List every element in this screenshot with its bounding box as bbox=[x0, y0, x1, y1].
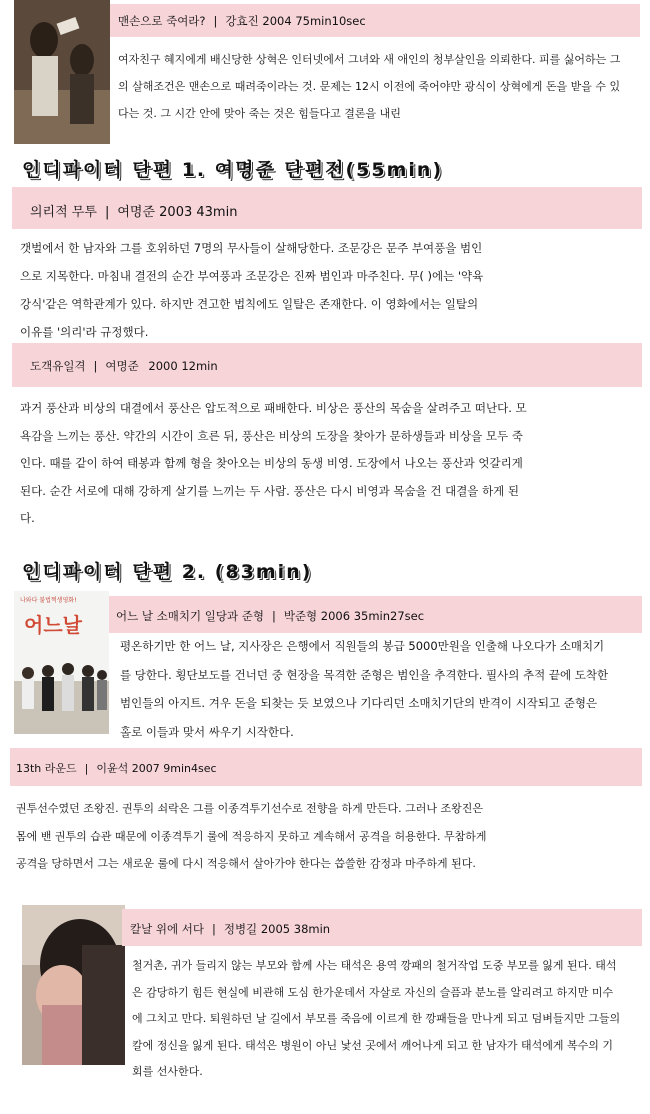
film1-still-image bbox=[14, 0, 110, 144]
divider: | bbox=[104, 205, 110, 220]
film2-synopsis: 갯벌에서 한 남자와 그를 호위하던 7명의 무사들이 살해당한다. 조문강은 문주 부여풍을 범인으로 지목한다. 마침내 결전의 순간 부여풍과 조문강은 진짜 범인과 마주친다. 무( )에는 '약육강식'같은 역학관계가 있다. 하지만 견고한 법칙에도 일탈은 존재한다. 이 영화에서는 일탈의 이유를 '의리'라 규정했다. bbox=[20, 241, 484, 339]
film1-synopsis: 여자친구 혜지에게 배신당한 상혁은 인터넷에서 그녀와 새 애인의 청부살인을 의뢰한다. 피를 싫어하는 그의 살해조건은 맨손으로 때려죽이라는 것. 문제는 12시 이전에 죽어야만 광식이 상혁에게 돈을 받을 수 있다는 것. 그 시간 안에 맞아 죽는 것은 힘들다고 결론을 내린 bbox=[118, 53, 621, 120]
film4-poster-image bbox=[14, 591, 109, 734]
film5-director: 이윤석 bbox=[96, 762, 129, 775]
film4-synopsis: 평온하기만 한 어느 날, 지사장은 은행에서 직원들의 봉급 5000만원을 인출해 나오다가 소매치기를 당한다. 횡단보도를 건너던 중 현장을 목격한 준형은 범인을 추격한다. 필사의 추적 끝에 도착한 범인들의 아지트. 겨우 돈을 되찾는 듯 보였으나 기다리던 소매치기단의 반격이 시작되고 준형은 홀로 이들과 맞서 싸우기 시작한다. bbox=[120, 639, 609, 739]
film4-director: 박준형 bbox=[283, 609, 318, 623]
film1-title: 맨손으로 죽여라? bbox=[118, 14, 206, 28]
film6-meta: 2005 38min bbox=[260, 922, 331, 936]
film3-synopsis: 과거 풍산과 비상의 대결에서 풍산은 압도적으로 패배한다. 비상은 풍산의 목숨을 살려주고 떠난다. 모욕감을 느끼는 풍산. 약간의 시간이 흐른 뒤, 풍산은 비상의 도장을 찾아가 문하생들과 비상을 모두 죽인다. 때를 같이 하여 태봉과 함께 형을 찾아오는 비상의 동생 비영. 도장에서 나오는 풍산과 엇갈리게 된다. 순간 서로에 대해 강하게 살기를 느끼는 두 사람. 풍산은 다시 비영과 목숨을 건 대결을 하게 된다. bbox=[20, 401, 527, 525]
film4-title: 어느 날 소매치기 일당과 준형 bbox=[116, 609, 264, 623]
film6-header bbox=[130, 921, 330, 937]
film3-header bbox=[30, 358, 218, 374]
film4-poster-title: 어느날 bbox=[24, 613, 82, 637]
divider: | bbox=[213, 14, 218, 28]
film1-header bbox=[118, 13, 366, 29]
film2-header bbox=[30, 201, 237, 220]
divider: | bbox=[271, 609, 276, 623]
film3-title: 도객유일격 bbox=[30, 359, 86, 373]
film2-meta: 2003 43min bbox=[159, 205, 238, 220]
film1-director: 강효진 bbox=[225, 14, 259, 28]
film6-synopsis: 철거촌, 귀가 들리지 않는 부모와 함께 사는 태석은 용역 깡패의 철거작업 도중 부모를 잃게 된다. 태석은 감당하기 힘든 현실에 비관해 도심 한가운데서 자살로 자신의 슬픔과 분노를 알리려고 하지만 미수에 그치고 만다. 퇴원하던 날 길에서 부모를 죽음에 이르게 한 깡패들을 만나게 되고 덤벼들지만 그들의 칼에 정신을 잃게 된다. 태석은 병원이 아닌 낯선 곳에서 깨어나게 되고 한 남자가 태석에게 복수의 기회를 선사한다. bbox=[132, 959, 621, 1078]
section1-heading: 인디파이터 단편 1. 여명준 단편전(55min) bbox=[22, 159, 444, 181]
film5-title: 13th 라운드 bbox=[16, 762, 77, 775]
film6-title: 칼날 위에 서다 bbox=[130, 922, 204, 936]
film6-still-image bbox=[22, 905, 125, 1065]
divider: | bbox=[84, 762, 89, 775]
divider: | bbox=[211, 922, 216, 936]
film1-meta: 2004 75min10sec bbox=[262, 14, 366, 28]
film5-synopsis: 권투선수였던 조왕진. 권투의 쇠락은 그를 이종격투기선수로 전향을 하게 만든다. 그러나 조왕진은 몸에 밴 권투의 습관 때문에 이종격투기 룰에 적응하지 못하고 계속해서 공격을 허용한다. 무참하게 공격을 당하면서 그는 새로운 룰에 다시 적응해서 살아가야 한다는 씁쓸한 감정과 마주하게 된다. bbox=[16, 802, 487, 870]
film5-meta: 2007 9min4sec bbox=[131, 762, 217, 775]
film4-meta: 2006 35min27sec bbox=[320, 609, 425, 623]
film2-title: 의리적 무투 bbox=[30, 205, 97, 220]
film3-director: 여명준 bbox=[105, 359, 139, 373]
film2-director: 여명준 bbox=[117, 205, 156, 220]
film4-poster-tagline: 나와다 불법쩍생영화! bbox=[20, 597, 77, 604]
section2-heading: 인디파이터 단편 2. (83min) bbox=[22, 561, 313, 583]
film3-meta: 2000 12min bbox=[148, 359, 218, 373]
divider: | bbox=[93, 359, 98, 373]
film4-header bbox=[116, 608, 424, 624]
film6-director: 정병길 bbox=[223, 922, 258, 936]
film5-header bbox=[16, 760, 217, 776]
